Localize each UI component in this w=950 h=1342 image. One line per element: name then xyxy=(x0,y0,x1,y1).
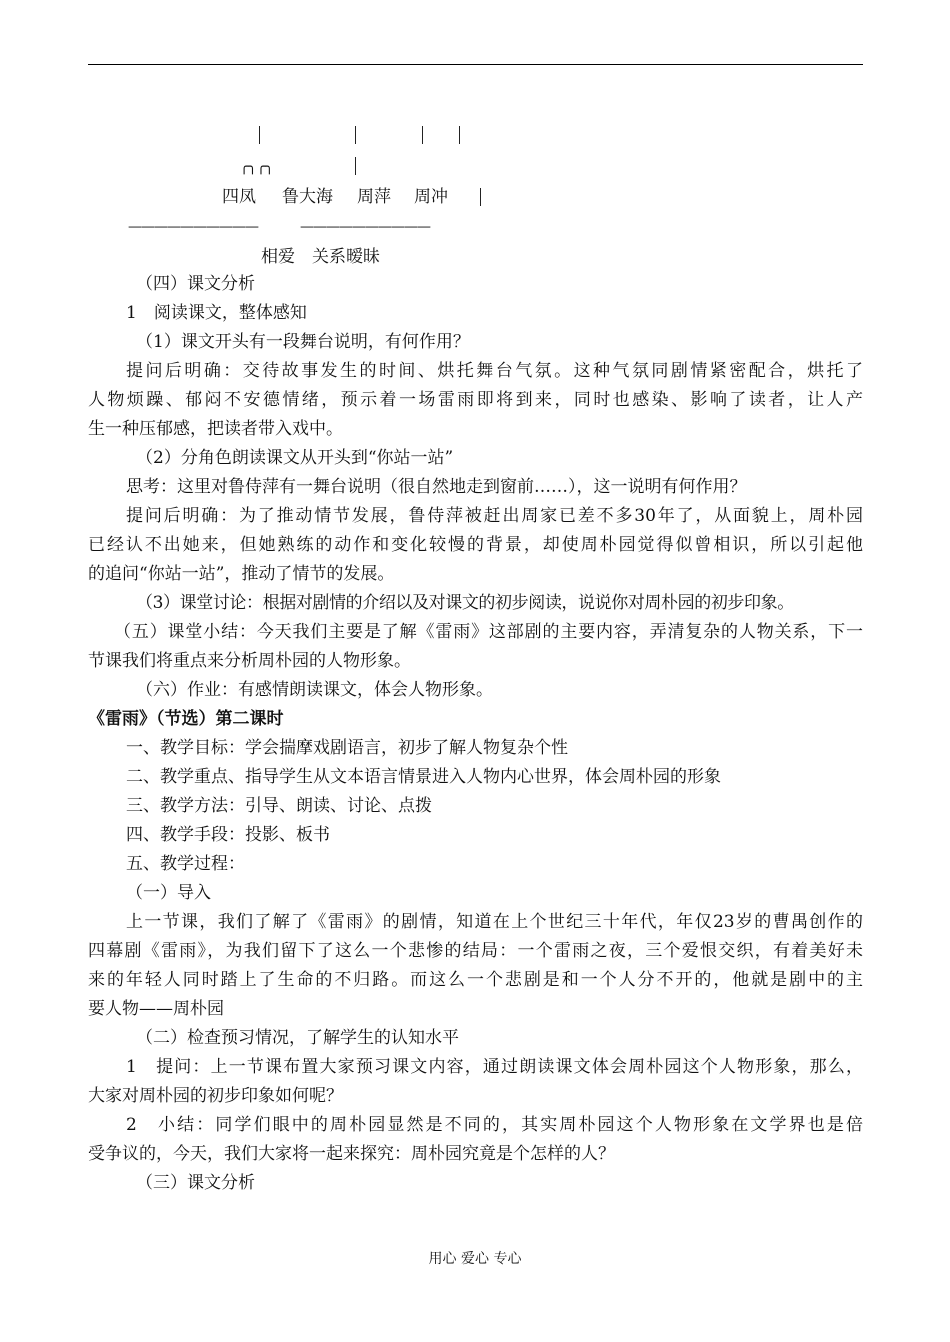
text-line: 提问后明确：交待故事发生的时间、烘托舞台气氛。这种气氛同剧情紧密配合，烘托了 xyxy=(126,361,863,381)
text-line: 来的年轻人同时踏上了生命的不归路。而这么一个悲剧是和一个人分不开的，他就是剧中的主 xyxy=(88,970,863,990)
arc-connector: ╭╮╭╮ xyxy=(240,159,274,175)
text-line: （三）课文分析 xyxy=(136,1173,255,1193)
text-line: 五、教学过程： xyxy=(126,854,245,874)
connector-line xyxy=(259,126,260,144)
text-line: 一、教学目标：学会揣摩戏剧语言，初步了解人物复杂个性 xyxy=(126,738,568,758)
connector-line xyxy=(480,188,481,206)
connector-line xyxy=(355,157,356,175)
dash-line-right: —————————— xyxy=(300,219,430,235)
text-line: （一）导入 xyxy=(126,883,211,903)
text-line: 生一种压郁感，把读者带入戏中。 xyxy=(88,419,343,439)
name-zhouchong: 周冲 xyxy=(414,187,448,207)
text-line: （五）课堂小结：今天我们主要是了解《雷雨》这部剧的主要内容，弄清复杂的人物关系，下一 xyxy=(114,622,863,642)
text-line: 提问后明确：为了推动情节发展，鲁侍萍被赶出周家已差不多30年了，从面貌上，周朴园 xyxy=(126,506,863,526)
document-body xyxy=(88,270,863,1198)
text-line: 要人物——周朴园 xyxy=(88,999,224,1019)
text-line: 三、教学方法：引导、朗读、讨论、点拨 xyxy=(126,796,432,816)
relationship-caption: 相爱 关系暧昧 xyxy=(261,247,380,267)
lesson-heading: 《雷雨》（节选）第二课时 xyxy=(88,709,284,729)
text-line: 1 提问：上一节课布置大家预习课文内容，通过朗读课文体会周朴园这个人物形象，那么， xyxy=(126,1057,863,1077)
text-line: （六）作业：有感情朗读课文，体会人物形象。 xyxy=(136,680,493,700)
text-line: （二）检查预习情况，了解学生的认知水平 xyxy=(136,1028,459,1048)
name-sifeng: 四凤 xyxy=(222,187,256,207)
text-line: 上一节课，我们了解了《雷雨》的剧情，知道在上个世纪三十年代，年仅23岁的曹禺创作的 xyxy=(126,912,863,932)
text-line: （1）课文开头有一段舞台说明，有何作用？ xyxy=(136,332,470,352)
text-line: 四幕剧《雷雨》，为我们留下了这么一个悲惨的结局：一个雷雨之夜，三个爱恨交织，有着美好未 xyxy=(88,941,863,961)
text-line: 二、教学重点、指导学生从文本语言情景进入人物内心世界，体会周朴园的形象 xyxy=(126,767,721,787)
text-line: 受争议的，今天，我们大家将一起来探究：周朴园究竟是个怎样的人？ xyxy=(88,1144,615,1164)
dash-line-left: —————————— xyxy=(128,219,258,235)
text-line: 人物烦躁、郁闷不安德情绪，预示着一场雷雨即将到来，同时也感染、影响了读者，让人产 xyxy=(88,390,863,410)
text-line: 已经认不出她来，但她熟练的动作和变化较慢的背景，却使周朴园觉得似曾相识，所以引起他 xyxy=(88,535,863,555)
text-line: 1 阅读课文，整体感知 xyxy=(126,303,307,323)
text-line: 的追问“你站一站”，推动了情节的发展。 xyxy=(88,564,395,584)
text-line: 思考：这里对鲁侍萍有一舞台说明（很自然地走到窗前……），这一说明有何作用？ xyxy=(126,477,747,497)
header-rule xyxy=(88,64,863,65)
name-ludahai: 鲁大海 xyxy=(282,187,333,207)
name-zhouping: 周萍 xyxy=(357,187,391,207)
text-line: 大家对周朴园的初步印象如何呢？ xyxy=(88,1086,343,1106)
text-line: 四、教学手段：投影、板书 xyxy=(126,825,330,845)
text-line: （2）分角色朗读课文从开头到“你站一站” xyxy=(136,448,454,468)
text-line: （3）课堂讨论：根据对剧情的介绍以及对课文的初步阅读，说说你对周朴园的初步印象。 xyxy=(136,593,794,613)
connector-line xyxy=(422,126,423,144)
connector-line xyxy=(459,126,460,144)
text-line: 节课我们将重点来分析周朴园的人物形象。 xyxy=(88,651,411,671)
text-line: 2 小结：同学们眼中的周朴园显然是不同的，其实周朴园这个人物形象在文学界也是倍 xyxy=(126,1115,863,1135)
section-heading: （四）课文分析 xyxy=(136,274,255,294)
connector-line xyxy=(355,126,356,144)
page-footer: 用心 爱心 专心 xyxy=(428,1251,522,1267)
